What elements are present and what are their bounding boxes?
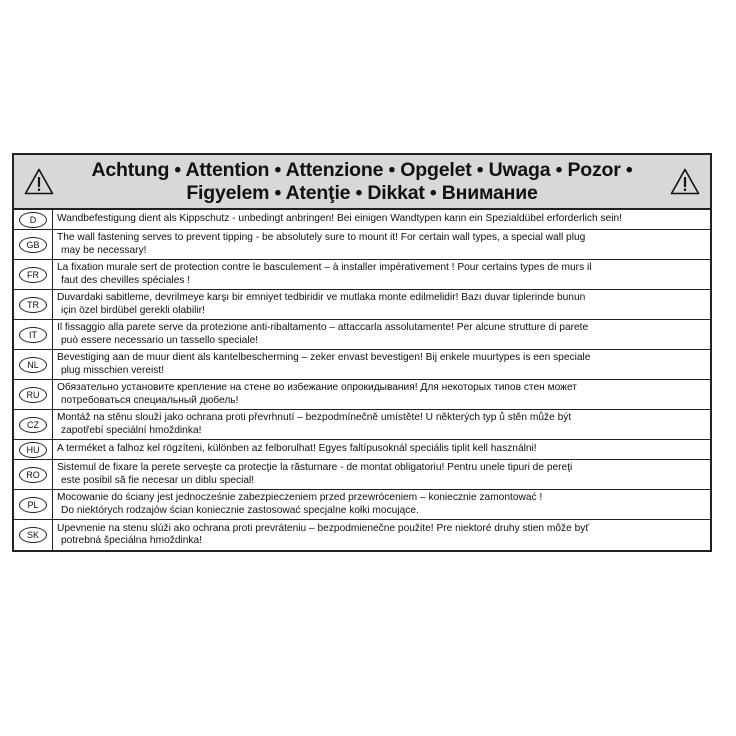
warning-text-line: Wandbefestigung dient als Kippschutz - unbedingt anbringen! Bei einigen Wandtypen kann ein Spezialdübel erforderlich sein! [57, 213, 623, 225]
language-code-badge: FR [19, 267, 47, 283]
language-row [14, 350, 710, 380]
warning-text-cell [53, 260, 710, 289]
language-code-cell [14, 260, 53, 289]
language-code-badge: PL [19, 497, 47, 513]
warning-text-line: Mocowanie do ściany jest jednocześnie zabezpieczeniem przed przewróceniem – koniecznie zamontować ! [57, 492, 543, 503]
language-code-cell [14, 440, 53, 459]
warning-text-line: potrebná špeciálna hmoždinka! [61, 535, 203, 546]
language-code-badge: SK [19, 527, 47, 543]
title-line-1: Achtung • Attention • Attenzione • Opgelet • Uwaga • Pozor • [91, 158, 633, 181]
warning-text-cell [53, 380, 710, 409]
warning-text-line: A terméket a falhoz kel rögzíteni, különben az felborulhat! Egyes faltípusoknál speciális tiplit kell használni! [57, 443, 537, 455]
warning-text-line: Il fissaggio alla parete serve da protezione anti-ribaltamento – attaccarla assolutamente! Per alcune strutture di parete [57, 322, 589, 333]
warning-text-line: потребоваться специальный дюбель! [61, 394, 239, 406]
language-row [14, 490, 710, 520]
language-rows [14, 210, 710, 550]
warning-text-line: Sistemul de fixare la perete serveşte ca protecţie la răsturnare - de montat obligatoriu! Pentru unele tipuri de pereţi [57, 462, 573, 473]
language-code-cell [14, 460, 53, 489]
warning-text-line: Обязательно установите крепление на стене во избежание опрокидывания! Для некоторых типов стен может [57, 382, 577, 393]
warning-text-line: faut des chevilles spéciales ! [61, 274, 191, 286]
language-code-badge: CZ [19, 417, 47, 433]
language-code-cell [14, 210, 53, 229]
language-code-badge: D [19, 212, 47, 228]
language-row [14, 230, 710, 260]
language-row [14, 260, 710, 290]
language-row [14, 520, 710, 550]
warning-text-cell [53, 520, 710, 550]
language-code-badge: IT [19, 327, 47, 343]
warning-text-line: için özel birdübel gerekli olabilir! [61, 304, 205, 316]
warning-triangle-icon [24, 168, 54, 195]
warning-text-line: may be necessary! [61, 244, 147, 256]
warning-text-cell [53, 320, 710, 349]
language-code-badge: HU [19, 442, 47, 458]
title-line-2: Figyelem • Atenţie • Dikkat • Внимание [186, 181, 538, 204]
language-code-cell [14, 520, 53, 550]
label-title [67, 159, 657, 205]
warning-text-cell [53, 460, 710, 489]
warning-text-line: Duvardaki sabitleme, devrilmeye karşı bir emniyet tedbiridir ve mutlaka monte edilmelidir! Bazı duvar tiplerinde bunun [57, 292, 586, 303]
warning-text-line: este posibil să fie necesar un diblu special! [61, 474, 255, 486]
language-row [14, 410, 710, 440]
language-code-cell [14, 320, 53, 349]
language-row [14, 320, 710, 350]
warning-text-line: La fixation murale sert de protection contre le basculement – à installer impérativement ! Pour certains types de murs il [57, 262, 592, 273]
language-code-cell [14, 380, 53, 409]
warning-text-cell [53, 350, 710, 379]
language-row [14, 210, 710, 230]
language-code-badge: GB [19, 237, 47, 253]
warning-text-line: The wall fastening serves to prevent tipping - be absolutely sure to mount it! For certain wall types, a special wall plug [57, 232, 586, 243]
warning-text-line: Upevnenie na stenu slúži ako ochrana proti prevráteniu – bezpodmienečne použite! Pre niektoré druhy stien môže byť [57, 522, 590, 534]
language-row [14, 290, 710, 320]
warning-triangle-icon [670, 168, 700, 195]
language-code-cell [14, 290, 53, 319]
language-code-badge: RO [19, 467, 47, 483]
warning-text-cell [53, 440, 710, 459]
warning-text-line: zapotřebí speciální hmoždinka! [61, 424, 202, 436]
language-code-badge: RU [19, 387, 47, 403]
language-row [14, 380, 710, 410]
warning-text-line: Bevestiging aan de muur dient als kantelbescherming – zeker envast bevestigen! Bij enkele muurtypes is een speciale [57, 352, 591, 363]
language-code-cell [14, 490, 53, 519]
warning-text-cell [53, 230, 710, 259]
language-code-cell [14, 230, 53, 259]
warning-label [12, 153, 712, 552]
language-code-cell [14, 350, 53, 379]
label-header [14, 155, 710, 210]
warning-text-line: plug misschien vereist! [61, 364, 165, 376]
warning-text-line: può essere necessario un tassello speciale! [61, 334, 259, 346]
warning-text-cell [53, 210, 710, 229]
warning-text-cell [53, 410, 710, 439]
warning-text-line: Do niektórych rodzajów ścian koniecznie zastosować specjalne kołki mocujące. [61, 504, 419, 516]
language-code-badge: NL [19, 357, 47, 373]
warning-text-line: Montáž na stěnu slouží jako ochrana proti převrhnutí – bezpodmínečně umístěte! U některých typ ů stěn může být [57, 412, 572, 423]
language-row [14, 440, 710, 460]
language-code-cell [14, 410, 53, 439]
language-row [14, 460, 710, 490]
warning-text-cell [53, 490, 710, 519]
language-code-badge: TR [19, 297, 47, 313]
warning-text-cell [53, 290, 710, 319]
